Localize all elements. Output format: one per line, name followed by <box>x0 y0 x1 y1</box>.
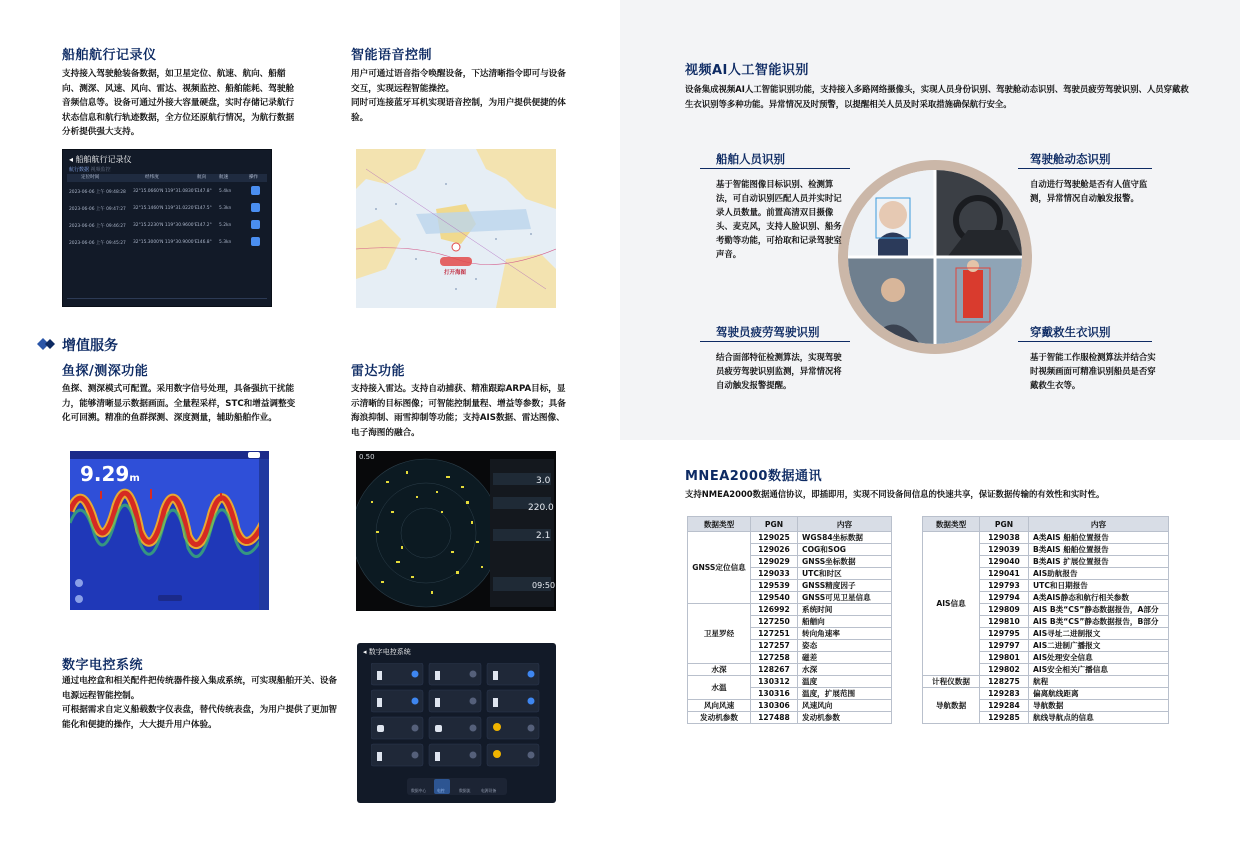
col-course: 航向 <box>197 175 207 180</box>
table-row: 计程仪数据 128275 航程 <box>923 676 1169 688</box>
radar-text: 支持接入雷达。支持自动捕获、精准跟踪ARPA目标，显示清晰的目标图像；可智能控制量程、增益等参数；具备海浪抑制、雨雪抑制等功能；支持AIS数据、雷达图像、电子海图的融合。 <box>351 384 566 438</box>
table-row: 127251 转向角速率 <box>688 628 892 640</box>
ai-text: 设备集成视频AI人工智能识别功能，支持接入多路网络摄像头，实现人员身份识别、驾驶舱动态识别、驾驶员疲劳驾驶识别、人员穿戴救生衣识别等多种功能。异常情况及时预警，以提醒相关人员及时采取措施确保航行安全。 <box>685 84 1189 109</box>
table-row: 129033 UTC和时区 <box>688 568 892 580</box>
depth-unit: m <box>129 473 140 484</box>
table-row: 127257 姿态 <box>688 640 892 652</box>
table-row: 129284 导航数据 <box>923 700 1169 712</box>
table-row: 129029 GNSS坐标数据 <box>688 556 892 568</box>
vdr-tab-video[interactable]: 视频监控 <box>90 167 111 173</box>
header-type: 数据类型 <box>923 517 980 532</box>
depth-value: 9.29 <box>80 462 130 486</box>
table-row: 导航数据 129283 偏离航线距离 <box>923 688 1169 700</box>
ai-cockpit-label: 驾驶舱动态识别 <box>1030 152 1111 166</box>
table-row: GNSS定位信息 129025 WGS84坐标数据 <box>688 532 892 544</box>
ai-crew-text: 基于智能图像目标识别、检测算法，可自动识别匹配人员并实时记录人员数量。前置高清双目摄像头、麦克风，支持人脸识别、船务考勤等功能，可拾取和记录驾驶室声音。 <box>716 179 842 259</box>
table-row: 129794 A类AIS静态和航行相关参数 <box>923 592 1169 604</box>
table-row: 129040 B类AIS 扩展位置报告 <box>923 556 1169 568</box>
settings-icon[interactable] <box>75 579 83 587</box>
menu-button[interactable] <box>248 452 260 458</box>
ai-vest-label: 穿戴救生衣识别 <box>1030 325 1111 339</box>
radar-value-3: 2.1 <box>536 531 551 541</box>
map-label[interactable]: 打开海图 <box>444 270 467 276</box>
radar-range[interactable]: 0.50 <box>359 453 375 461</box>
digital-text-1: 通过电控盒和相关配件把传统器件接入集成系统，可实现船舶开关、设备电源远程智能控制。 <box>62 676 338 701</box>
voice-text-1: 用户可通过语音指令唤醒设备，下达清晰指令即可与设备交互，实现远程智能操控。 <box>351 69 566 94</box>
header-content: 内容 <box>1029 517 1169 532</box>
ai-vest-text: 基于智能工作服检测算法并结合实时视频画面可精准识别船员是否穿戴救生衣等。 <box>1030 352 1156 390</box>
chart-map-image <box>356 149 556 308</box>
nav-data-center[interactable]: 数据中心 <box>411 788 427 793</box>
digital-control-screenshot <box>357 643 556 803</box>
back-arrow-icon[interactable]: ◂ <box>363 648 367 656</box>
vdr-table-body <box>67 184 267 252</box>
ai-fatigue-label: 驾驶员疲劳驾驶识别 <box>716 325 820 339</box>
table-row: 129802 AIS安全相关广播信息 <box>923 664 1169 676</box>
vdr-text: 支持接入驾驶舱装备数据，如卫星定位、航速、航向、船艏向、测深、风速、风向、雷达、视频监控、船舶能耗、驾驶舱音频信息等。设备可通过外接大容量硬盘，实时存储记录航行状态信息和航行轨迹数据，全方位还原航行情况，为航行数据分析提供强大支持。 <box>62 69 295 137</box>
radar-value-1: 3.0 <box>536 476 551 486</box>
voice-title: 智能语音控制 <box>351 48 433 63</box>
play-icon[interactable] <box>251 220 260 229</box>
radar-time: 09:50 <box>532 581 556 590</box>
table-row[interactable]: 2023-06-06 上午 09:45:27 32°15.3000'N 119°30.9000'E 146.8° 5.3kn <box>67 235 267 252</box>
digital-text-2: 可根据需求自定义船载数字仪表盘，替代传统表盘，为用户提供了更加智能化和便捷的操作，大大提升用户体验。 <box>62 705 338 730</box>
vdr-title: 船舶航行记录仪 <box>62 48 157 63</box>
header-pgn: PGN <box>751 517 798 532</box>
vdr-screen-title: 船舶航行记录仪 <box>75 155 132 164</box>
table-row: 129539 GNSS精度因子 <box>688 580 892 592</box>
table-row: 发动机参数 127488 发动机参数 <box>688 712 892 724</box>
play-icon[interactable] <box>251 203 260 212</box>
vdr-screenshot <box>62 149 272 307</box>
sounder-screenshot <box>70 451 269 610</box>
table-row: 129797 AIS二进制广播报文 <box>923 640 1169 652</box>
digital-title: 数字电控系统 <box>62 658 144 673</box>
table-row: 129809 AIS B类“CS”静态数据报告，A部分 <box>923 604 1169 616</box>
table-row: 水温 130312 温度 <box>688 676 892 688</box>
nmea-table-right <box>922 516 1169 724</box>
table-row[interactable]: 2023-06-06 上午 09:47:27 32°15.1460'N 119°31.0220'E 147.5° 5.3kn <box>67 201 267 218</box>
ai-circle <box>848 170 1022 344</box>
bottom-nav <box>407 778 507 795</box>
table-row: 129285 航线导航点的信息 <box>923 712 1169 724</box>
table-row[interactable]: 2023-06-06 上午 09:48:28 32°15.0660'N 119°31.0830'E 147.8° 5.4kn <box>67 184 267 201</box>
ai-crew-line <box>700 168 850 169</box>
nmea-table-left <box>687 516 892 724</box>
play-icon[interactable] <box>251 237 260 246</box>
ai-crew-label: 船舶人员识别 <box>716 152 785 166</box>
table-row: 129026 COG和SOG <box>688 544 892 556</box>
radar-value-2: 220.0 <box>528 503 554 513</box>
table-row: 129793 UTC和日期报告 <box>923 580 1169 592</box>
table-row: 130316 温度，扩展范围 <box>688 688 892 700</box>
header-content: 内容 <box>798 517 892 532</box>
table-row[interactable]: 2023-06-06 上午 09:46:27 32°15.2230'N 119°30.9600'E 147.2° 5.2kn <box>67 218 267 235</box>
ai-cockpit-line <box>1018 168 1152 169</box>
table-row: 129041 AIS助航报告 <box>923 568 1169 580</box>
col-latlon: 经纬度 <box>145 175 159 180</box>
table-row: 卫星罗经 126992 系统时间 <box>688 604 892 616</box>
ai-fatigue-line <box>700 341 850 342</box>
sounder-title: 鱼探/测深功能 <box>62 364 149 379</box>
header-pgn: PGN <box>980 517 1029 532</box>
ai-vest-line <box>1018 341 1152 342</box>
col-action: 操作 <box>249 175 259 180</box>
play-icon[interactable] <box>251 186 260 195</box>
table-row: 水深 128267 水深 <box>688 664 892 676</box>
table-row: 127250 船艏向 <box>688 616 892 628</box>
table-row: 风向风速 130306 风速风向 <box>688 700 892 712</box>
col-speed: 航速 <box>219 175 229 180</box>
table-row: 129039 B类AIS 船舶位置报告 <box>923 544 1169 556</box>
nav-active-indicator <box>434 779 450 794</box>
header-type: 数据类型 <box>688 517 751 532</box>
ai-title: 视频AI人工智能识别 <box>685 63 809 78</box>
ai-cockpit-text: 自动进行驾驶舱是否有人值守监测，异常情况自动触发报警。 <box>1030 179 1148 203</box>
ai-fatigue-text: 结合面部特征检测算法，实现驾驶员疲劳驾驶识别监测，异常情况将自动触发报警提醒。 <box>716 352 842 390</box>
zoom-icon[interactable] <box>75 595 83 603</box>
vdr-tab-data[interactable]: 航行数据 <box>69 167 90 173</box>
nmea-title: MNEA2000数据通讯 <box>685 469 822 484</box>
nav-power[interactable]: 电源设备 <box>481 788 497 793</box>
radar-screenshot <box>356 451 556 611</box>
voice-text-2: 同时可连接蓝牙耳机实现语音控制，为用户提供便捷的体验。 <box>351 98 566 123</box>
table-row: 127258 磁差 <box>688 652 892 664</box>
control-grid <box>371 663 541 769</box>
table-row: AIS信息 129038 A类AIS 船舶位置报告 <box>923 532 1169 544</box>
value-added-heading: 增值服务 <box>62 338 118 354</box>
table-row: 129795 AIS寻址二进制报文 <box>923 628 1169 640</box>
table-row: 129801 AIS处理安全信息 <box>923 652 1169 664</box>
table-row: 129810 AIS B类“CS”静态数据报告，B部分 <box>923 616 1169 628</box>
sounder-text: 鱼探、测深模式可配置。采用数字信号处理，具备强抗干扰能力，能够清晰显示数据画面。全量程采样，STC和增益调整变化可回溯。精准的鱼群探测、深度测量，辅助船舶作业。 <box>62 384 296 423</box>
radar-title: 雷达功能 <box>351 364 406 379</box>
nav-data-flow[interactable]: 数据流 <box>459 788 471 793</box>
col-time: 定位时间 <box>81 175 100 180</box>
back-arrow-icon[interactable]: ◂ <box>69 155 74 164</box>
nmea-text: 支持NMEA2000数据通信协议，即插即用，实现不同设备间信息的快速共享，保证数据传输的有效性和实时性。 <box>685 489 1105 499</box>
table-row: 129540 GNSS可见卫星信息 <box>688 592 892 604</box>
digital-screen-title: 数字电控系统 <box>368 648 411 656</box>
diamond-icon <box>37 336 51 350</box>
